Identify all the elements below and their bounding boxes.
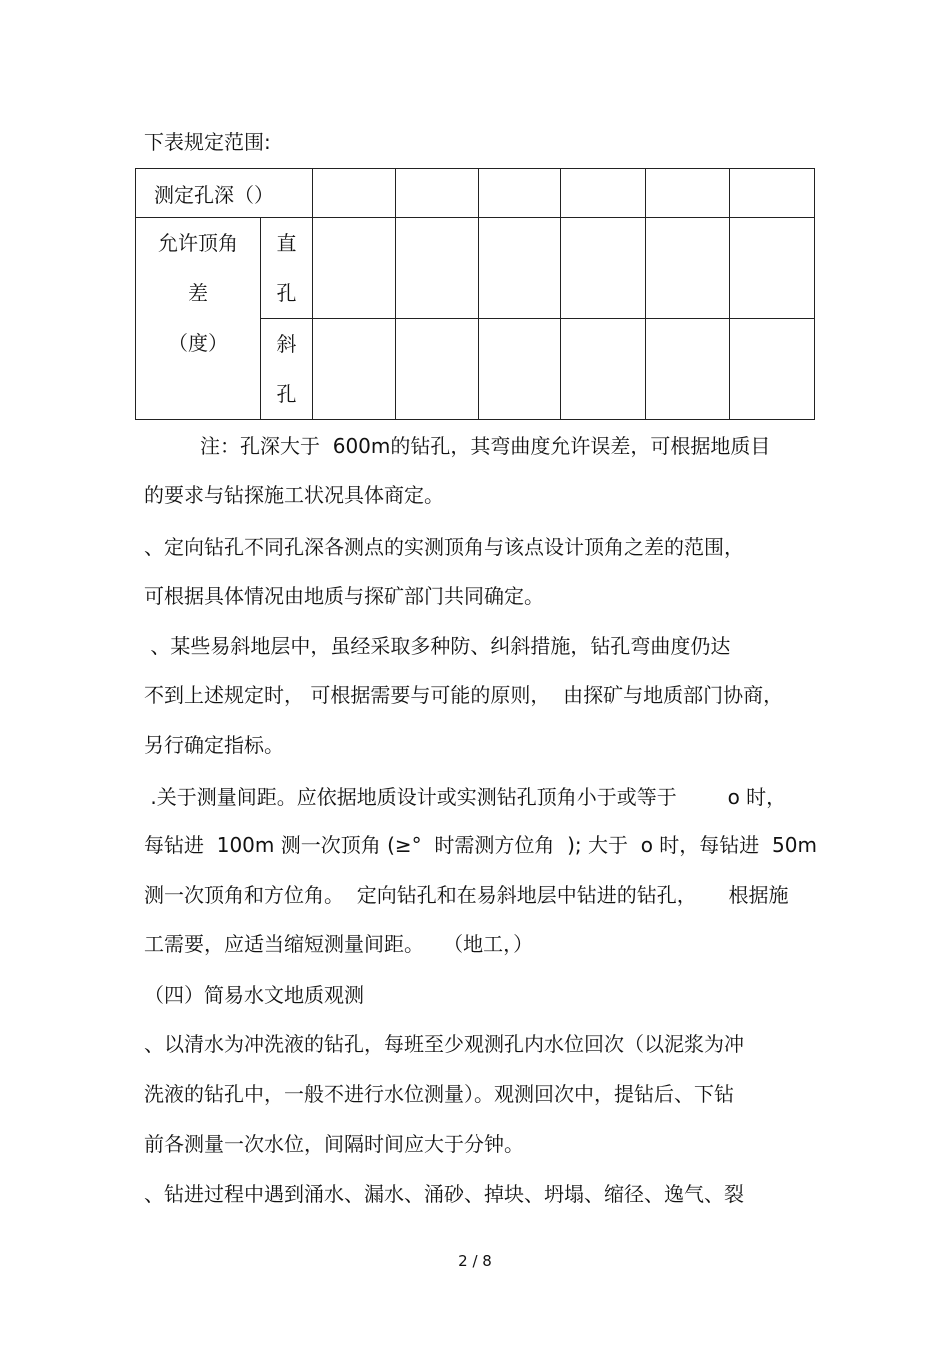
table-row xyxy=(136,218,815,319)
paragraph-line: .关于测量间距。应依据地质设计或实测钻孔顶角小于或等于 o 时， xyxy=(144,785,787,809)
table-cell xyxy=(396,169,479,218)
table-cell xyxy=(313,218,396,319)
paragraph-line: 可根据具体情况由地质与探矿部门共同确定。 xyxy=(144,584,544,608)
allow-angle-cell xyxy=(136,218,261,420)
table-cell xyxy=(561,319,646,420)
page-number: 2 / 8 xyxy=(458,1252,492,1270)
allow-label-line: 差 xyxy=(188,281,208,305)
paragraph-line: 洗液的钻孔中，一般不进行水位测量）。观测回次中，提钻后、下钻 xyxy=(144,1082,734,1106)
paragraph-line: 不到上述规定时， 可根据需要与可能的原则， 由探矿与地质部门协商， xyxy=(144,683,784,707)
allow-label-line: 允许顶角 xyxy=(158,231,238,255)
table-cell xyxy=(396,319,479,420)
table-cell xyxy=(313,169,396,218)
allow-label-line: （度） xyxy=(168,331,228,355)
table-cell xyxy=(730,319,815,420)
inclined-char: 孔 xyxy=(276,382,297,406)
paragraph-line: 测一次顶角和方位角。 定向钻孔和在易斜地层中钻进的钻孔， 根据施 xyxy=(144,883,789,907)
paragraph-line: 工需要，应适当缩短测量间距。 （地工，） xyxy=(144,932,534,956)
table-cell xyxy=(561,218,646,319)
table-cell xyxy=(646,218,730,319)
paragraph-line: 、某些易斜地层中，虽经采取多种防、纠斜措施，钻孔弯曲度仍达 xyxy=(144,634,731,658)
inclined-hole-cell xyxy=(261,319,313,420)
table-cell xyxy=(313,319,396,420)
table-cell xyxy=(730,218,815,319)
intro-text: 下表规定范围: xyxy=(144,130,271,154)
straight-char: 直 xyxy=(276,231,297,255)
paragraph-line: 前各测量一次水位，间隔时间应大于分钟。 xyxy=(144,1132,524,1156)
paragraph-line: 另行确定指标。 xyxy=(144,733,284,757)
table-cell xyxy=(479,218,561,319)
table-cell xyxy=(561,169,646,218)
paragraph-line: 每钻进 100m 测一次顶角 (≥° 时需测方位角 ); 大于 o 时，每钻进 50m xyxy=(144,833,817,857)
inclined-char: 斜 xyxy=(276,332,297,356)
paragraph-line: 注：孔深大于 600m的钻孔，其弯曲度允许误差，可根据地质目 xyxy=(200,434,771,458)
straight-char: 孔 xyxy=(276,281,297,305)
paragraph-line: 、以清水为冲洗液的钻孔，每班至少观测孔内水位回次（以泥浆为冲 xyxy=(144,1032,744,1056)
straight-hole-cell xyxy=(261,218,313,319)
paragraph-line: 、钻进过程中遇到涌水、漏水、涌砂、掉块、坍塌、缩径、逸气、裂 xyxy=(144,1182,744,1206)
section-heading: （四）简易水文地质观测 xyxy=(144,983,364,1007)
depth-label-cell: 测定孔深（） xyxy=(136,169,313,218)
table-cell xyxy=(646,169,730,218)
table-cell xyxy=(479,319,561,420)
table-cell xyxy=(646,319,730,420)
table-cell xyxy=(479,169,561,218)
deviation-table xyxy=(135,168,815,420)
table-row xyxy=(136,169,815,218)
table-cell xyxy=(396,218,479,319)
paragraph-line: 的要求与钻探施工状况具体商定。 xyxy=(144,483,444,507)
paragraph-line: 、定向钻孔不同孔深各测点的实测顶角与该点设计顶角之差的范围， xyxy=(144,535,744,559)
table-cell xyxy=(730,169,815,218)
